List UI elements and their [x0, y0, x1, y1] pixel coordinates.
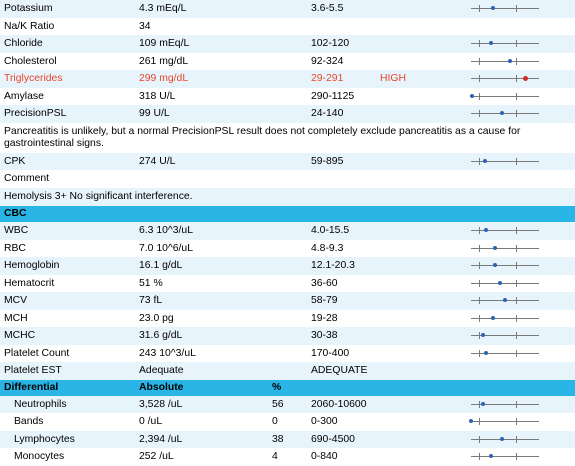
result-value: 0 /uL: [139, 416, 163, 427]
result-value: 23.0 pg: [139, 312, 174, 324]
range-gauge: [471, 61, 539, 62]
gauge-low-tick: [479, 245, 480, 252]
gauge-high-tick: [516, 418, 517, 425]
gauge-high-tick: [516, 453, 517, 460]
gauge-high-tick: [516, 93, 517, 100]
result-row: [0, 105, 575, 123]
gauge-high-tick: [516, 280, 517, 287]
range-gauge: [471, 404, 539, 405]
result-percent: 0: [272, 416, 278, 427]
result-row: [0, 153, 575, 171]
reference-range: ADEQUATE: [311, 365, 368, 376]
reference-range: 92-324: [311, 55, 344, 67]
column-header-absolute: Absolute: [139, 381, 184, 393]
gauge-high-tick: [516, 110, 517, 117]
result-row: [0, 310, 575, 328]
result-value: 3,528 /uL: [139, 398, 183, 410]
range-gauge: [471, 248, 539, 249]
result-value: 99 U/L: [139, 108, 170, 119]
column-header-percent: %: [272, 381, 282, 393]
result-name: Cholesterol: [4, 55, 57, 67]
result-row: [0, 292, 575, 310]
range-gauge: [471, 8, 539, 9]
range-gauge: [471, 78, 539, 79]
gauge-low-tick: [479, 453, 480, 460]
comment-row: [0, 188, 575, 206]
result-value: 252 /uL: [139, 451, 174, 462]
result-name: Na/K Ratio: [4, 20, 55, 32]
gauge-marker: [503, 298, 507, 302]
reference-range: 19-28: [311, 312, 338, 324]
section-title: CBC: [4, 208, 27, 219]
result-name: Hematocrit: [4, 277, 55, 289]
result-row: [0, 222, 575, 240]
result-row: [0, 53, 575, 71]
gauge-marker: [508, 59, 512, 63]
result-value: 51 %: [139, 277, 163, 289]
result-value: 16.1 g/dL: [139, 260, 183, 271]
result-value: 243 10^3/uL: [139, 347, 196, 359]
result-row: [0, 413, 575, 431]
gauge-high-tick: [516, 40, 517, 47]
reference-range: 0-300: [311, 416, 338, 427]
gauge-low-tick: [479, 262, 480, 269]
gauge-high-tick: [516, 58, 517, 65]
result-name: Hemoglobin: [4, 260, 60, 271]
gauge-high-tick: [516, 245, 517, 252]
result-name: Triglycerides: [4, 73, 63, 84]
gauge-high-tick: [516, 332, 517, 339]
gauge-high-tick: [516, 5, 517, 12]
result-name: WBC: [4, 225, 29, 236]
result-row: [0, 18, 575, 36]
result-name: Platelet Count: [4, 347, 70, 359]
section-header-cbc: [0, 206, 575, 222]
reference-range: 2060-10600: [311, 398, 367, 410]
result-value: 6.3 10^3/uL: [139, 225, 193, 236]
gauge-high-tick: [516, 297, 517, 304]
result-name: PrecisionPSL: [4, 108, 67, 119]
gauge-low-tick: [479, 93, 480, 100]
gauge-marker: [500, 437, 504, 441]
reference-range: 4.8-9.3: [311, 242, 344, 254]
result-name: RBC: [4, 242, 26, 254]
gauge-low-tick: [479, 418, 480, 425]
result-name: Potassium: [4, 3, 53, 14]
result-row: [0, 396, 575, 414]
gauge-high-tick: [516, 350, 517, 357]
gauge-low-tick: [479, 280, 480, 287]
reference-range: 24-140: [311, 108, 344, 119]
gauge-low-tick: [479, 401, 480, 408]
gauge-low-tick: [479, 227, 480, 234]
gauge-high-tick: [516, 315, 517, 322]
gauge-low-tick: [479, 110, 480, 117]
result-row: [0, 70, 575, 88]
result-name: MCV: [4, 295, 28, 306]
gauge-low-tick: [479, 315, 480, 322]
gauge-low-tick: [479, 5, 480, 12]
result-name: Monocytes: [14, 451, 65, 462]
comment-row: [0, 123, 575, 153]
reference-range: 29-291: [311, 73, 344, 84]
range-gauge: [471, 230, 539, 231]
gauge-marker: [493, 263, 497, 267]
comment-text: Pancreatitis is unlikely, but a normal PrecisionPSL result does not completely exclude pancreatitis as a cause for gastrointestinal signs.: [4, 125, 521, 149]
result-name: Lymphocytes: [14, 433, 75, 445]
result-row: [0, 448, 575, 466]
result-row: [0, 35, 575, 53]
result-percent: 38: [272, 433, 284, 445]
differential-header: [0, 380, 575, 396]
range-gauge: [471, 300, 539, 301]
reference-range: 58-79: [311, 295, 338, 306]
reference-range: 690-4500: [311, 433, 355, 445]
result-value: 299 mg/dL: [139, 73, 189, 84]
gauge-low-tick: [479, 158, 480, 165]
range-gauge: [471, 421, 539, 422]
gauge-low-tick: [479, 40, 480, 47]
gauge-marker: [498, 281, 502, 285]
reference-range: 4.0-15.5: [311, 225, 350, 236]
range-gauge: [471, 283, 539, 284]
gauge-high-tick: [516, 262, 517, 269]
result-row: [0, 0, 575, 18]
reference-range: 59-895: [311, 155, 344, 167]
result-row: [0, 431, 575, 449]
high-flag: HIGH: [380, 73, 406, 84]
gauge-marker: [481, 333, 485, 337]
range-gauge: [471, 335, 539, 336]
gauge-marker: [484, 228, 488, 232]
reference-range: 290-1125: [311, 90, 355, 102]
gauge-high-tick: [516, 227, 517, 234]
reference-range: 30-38: [311, 330, 338, 341]
gauge-high-tick: [516, 436, 517, 443]
result-name: Bands: [14, 416, 44, 427]
reference-range: 0-840: [311, 451, 338, 462]
range-gauge: [471, 43, 539, 44]
result-name: CPK: [4, 155, 26, 167]
gauge-low-tick: [479, 350, 480, 357]
gauge-marker: [493, 246, 497, 250]
result-name: MCH: [4, 312, 28, 324]
result-row: [0, 88, 575, 106]
reference-range: 3.6-5.5: [311, 3, 344, 14]
result-name: Neutrophils: [14, 398, 67, 410]
range-gauge: [471, 456, 539, 457]
result-value: 318 U/L: [139, 90, 176, 102]
comment-row: [0, 170, 575, 188]
result-value: 2,394 /uL: [139, 433, 183, 445]
reference-range: 102-120: [311, 38, 350, 49]
gauge-marker: [523, 76, 528, 81]
range-gauge: [471, 318, 539, 319]
result-value: 261 mg/dL: [139, 55, 189, 67]
result-row: [0, 327, 575, 345]
gauge-high-tick: [516, 401, 517, 408]
gauge-marker: [470, 94, 474, 98]
gauge-high-tick: [516, 75, 517, 82]
result-value: 7.0 10^6/uL: [139, 242, 193, 254]
gauge-low-tick: [479, 58, 480, 65]
result-value: Adequate: [139, 365, 184, 376]
comment-text: Comment: [4, 173, 50, 184]
result-value: 34: [139, 20, 151, 32]
result-row: [0, 257, 575, 275]
column-header-differential: Differential: [4, 381, 59, 393]
gauge-low-tick: [479, 297, 480, 304]
result-row: [0, 275, 575, 293]
result-row: [0, 362, 575, 380]
range-gauge: [471, 265, 539, 266]
gauge-marker: [484, 351, 488, 355]
result-value: 73 fL: [139, 295, 163, 306]
result-name: MCHC: [4, 330, 36, 341]
gauge-high-tick: [516, 158, 517, 165]
gauge-marker: [491, 6, 495, 10]
reference-range: 36-60: [311, 277, 338, 289]
result-percent: 4: [272, 451, 278, 462]
result-row: [0, 240, 575, 258]
gauge-marker: [469, 419, 473, 423]
comment-text: Hemolysis 3+ No significant interference.: [4, 191, 193, 202]
gauge-marker: [489, 41, 493, 45]
gauge-low-tick: [479, 75, 480, 82]
result-name: Platelet EST: [4, 365, 62, 376]
result-value: 109 mEq/L: [139, 38, 190, 49]
result-name: Amylase: [4, 90, 44, 102]
gauge-low-tick: [479, 436, 480, 443]
gauge-marker: [491, 316, 495, 320]
range-gauge: [471, 439, 539, 440]
gauge-marker: [489, 454, 493, 458]
reference-range: 170-400: [311, 347, 350, 359]
result-name: Chloride: [4, 38, 43, 49]
result-row: [0, 345, 575, 363]
result-value: 31.6 g/dL: [139, 330, 183, 341]
gauge-marker: [500, 111, 504, 115]
range-gauge: [471, 353, 539, 354]
result-value: 4.3 mEq/L: [139, 3, 187, 14]
reference-range: 12.1-20.3: [311, 260, 355, 271]
result-percent: 56: [272, 398, 284, 410]
range-gauge: [471, 161, 539, 162]
range-gauge: [471, 96, 539, 97]
gauge-low-tick: [479, 332, 480, 339]
gauge-marker: [481, 402, 485, 406]
gauge-marker: [483, 159, 487, 163]
result-value: 274 U/L: [139, 155, 176, 167]
range-gauge: [471, 113, 539, 114]
